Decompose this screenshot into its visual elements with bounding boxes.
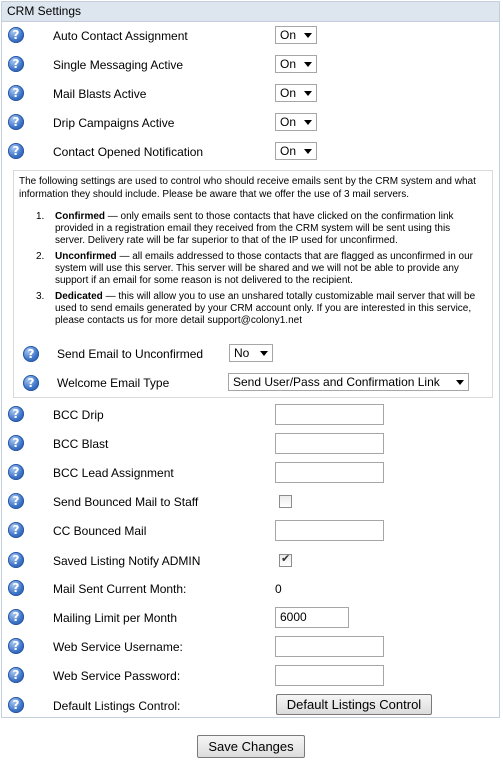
help-icon[interactable]: ? (8, 85, 24, 101)
saved-listing-notify-checkbox[interactable] (279, 554, 292, 567)
list-item: 1. Confirmed — only emails sent to those contacts that have clicked on the confirmation link provided in a registration email they received from the CRM system will be sent using this server. Delivery rate will be far superior to that of the IP used for unconfirmed. (36, 211, 454, 246)
help-icon[interactable]: ? (8, 552, 24, 568)
help-icon[interactable]: ? (8, 56, 24, 72)
mailing-limit-label: Mailing Limit per Month (53, 611, 178, 625)
web-service-password-label: Web Service Password: (53, 669, 181, 683)
web-service-username-input[interactable] (275, 636, 384, 657)
bcc-blast-label: BCC Blast (53, 437, 109, 451)
help-icon[interactable]: ? (8, 522, 24, 538)
help-icon[interactable]: ? (8, 667, 24, 683)
default-listings-control-label: Default Listings Control: (53, 699, 181, 713)
mail-sent-current-month-value: 0 (275, 582, 282, 596)
support-email: support@colony1.net (207, 315, 302, 326)
help-icon[interactable]: ? (8, 580, 24, 596)
mail-server-list (36, 211, 476, 331)
contact-opened-notification-select[interactable]: On (275, 142, 317, 160)
panel-title: CRM Settings (2, 2, 499, 22)
help-icon[interactable]: ? (8, 493, 24, 509)
help-icon[interactable]: ? (8, 114, 24, 130)
chevron-down-icon (304, 62, 312, 67)
list-item: 2. Unconfirmed — all emails addressed to those contacts that are flagged as unconfirmed in our system will use this server. This server will be shared and we will not be able to provide any support if an email for some reason is not delivered to the recipient. (36, 251, 473, 286)
mail-blasts-active-label: Mail Blasts Active (53, 87, 147, 101)
contact-opened-notification-label: Contact Opened Notification (53, 145, 204, 159)
info-intro: The following settings are used to control who should receive emails sent by the CRM system and what information they should include. Please be aware that we offer the use of 3 mail servers. (19, 176, 476, 200)
help-icon[interactable]: ? (8, 27, 24, 43)
default-listings-control-button[interactable]: Default Listings Control (276, 694, 432, 715)
help-icon[interactable]: ? (8, 609, 24, 625)
single-messaging-active-label: Single Messaging Active (53, 58, 184, 72)
auto-contact-assignment-label: Auto Contact Assignment (53, 29, 188, 43)
welcome-email-type-select[interactable]: Send User/Pass and Confirmation Link (228, 373, 469, 391)
single-messaging-active-select[interactable]: On (275, 55, 317, 73)
help-icon[interactable]: ? (8, 406, 24, 422)
chevron-down-icon (304, 120, 312, 125)
mailing-limit-input[interactable]: 6000 (275, 607, 349, 628)
drip-campaigns-active-label: Drip Campaigns Active (53, 116, 175, 130)
help-icon[interactable]: ? (8, 143, 24, 159)
welcome-email-type-label: Welcome Email Type (57, 376, 170, 390)
list-item: 3. Dedicated — this will allow you to use an unshared totally customizable mail server that will be used to send emails generated by your CRM account only. If you are interested in this service, please contacts us for more detail support@colony1.net (36, 291, 476, 326)
drip-campaigns-active-select[interactable]: On (275, 113, 317, 131)
bcc-lead-assignment-label: BCC Lead Assignment (53, 466, 174, 480)
chevron-down-icon (456, 380, 464, 385)
send-bounced-staff-checkbox[interactable] (279, 495, 292, 508)
web-service-password-input[interactable] (275, 665, 384, 686)
help-icon[interactable]: ? (8, 464, 24, 480)
help-icon[interactable]: ? (8, 435, 24, 451)
send-email-unconfirmed-label: Send Email to Unconfirmed (57, 347, 204, 361)
bcc-blast-input[interactable] (275, 433, 384, 454)
save-changes-button[interactable]: Save Changes (197, 735, 305, 758)
help-icon[interactable]: ? (8, 638, 24, 654)
bcc-drip-input[interactable] (275, 404, 384, 425)
saved-listing-notify-label: Saved Listing Notify ADMIN (53, 554, 201, 568)
cc-bounced-mail-input[interactable] (275, 520, 384, 541)
mail-blasts-active-select[interactable]: On (275, 84, 317, 102)
mail-sent-current-month-label: Mail Sent Current Month: (53, 582, 187, 596)
chevron-down-icon (304, 149, 312, 154)
mail-servers-info-box (13, 170, 493, 398)
chevron-down-icon (260, 351, 268, 356)
send-email-unconfirmed-select[interactable]: No (229, 344, 273, 362)
bcc-lead-assignment-input[interactable] (275, 462, 384, 483)
help-icon[interactable]: ? (8, 697, 24, 713)
bcc-drip-label: BCC Drip (53, 408, 104, 422)
help-icon[interactable]: ? (23, 346, 39, 362)
chevron-down-icon (304, 91, 312, 96)
help-icon[interactable]: ? (23, 375, 39, 391)
chevron-down-icon (304, 33, 312, 38)
auto-contact-assignment-select[interactable]: On (275, 26, 317, 44)
send-bounced-staff-label: Send Bounced Mail to Staff (53, 495, 199, 509)
cc-bounced-mail-label: CC Bounced Mail (53, 524, 147, 538)
web-service-username-label: Web Service Username: (53, 640, 183, 654)
